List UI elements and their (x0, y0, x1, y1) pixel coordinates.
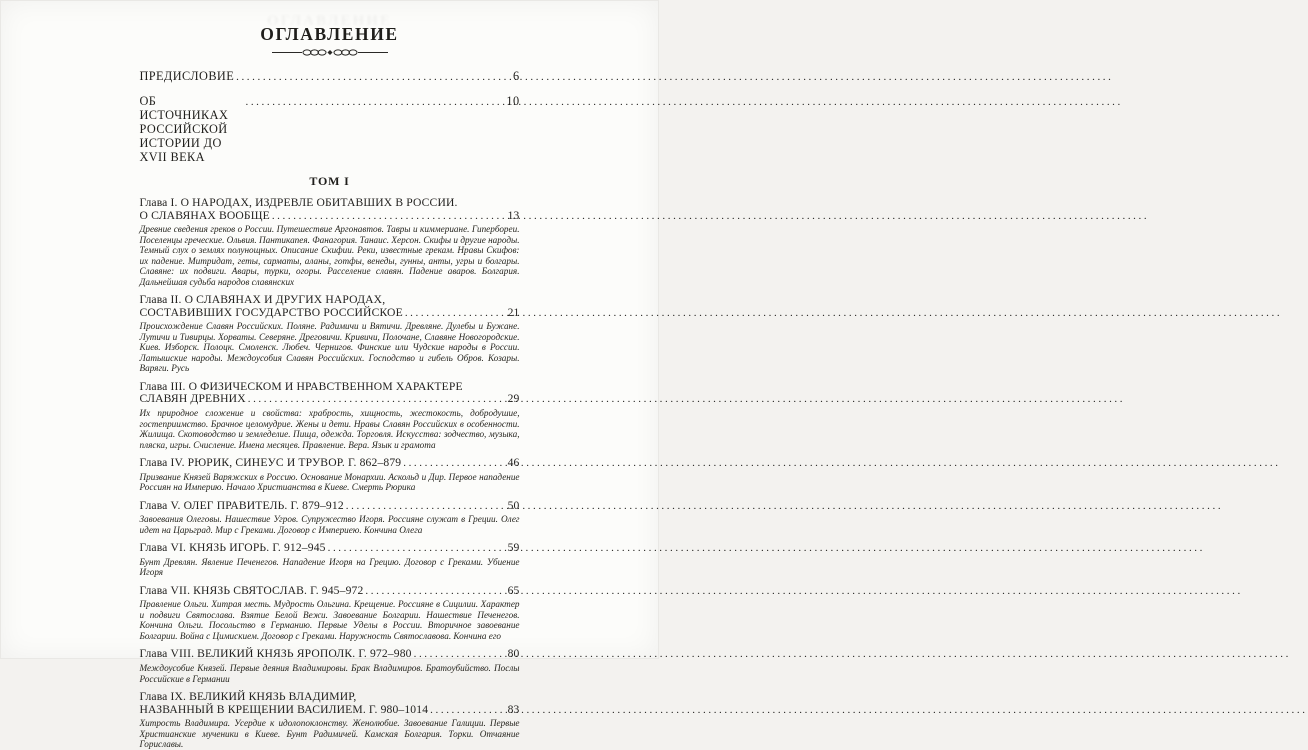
chapter-heading-line (140, 704, 520, 717)
page-number: 21 (507, 305, 520, 319)
chapter-entry (140, 542, 520, 578)
chapter-summary: Призвание Князей Варяжских в Россию. Основание Монархии. Аскольд и Дир. Первое нападение Россиян на Империю. Начало Христианства в Киеве. Смерть Рюрика (139, 471, 520, 493)
chapter-title: НАЗВАННЫЙ В КРЕЩЕНИИ ВАСИЛИЕМ. Г. 980–1014 (139, 702, 429, 716)
page-number: 83 (507, 702, 520, 716)
chapter-label: Глава VII. (139, 583, 191, 597)
chapter-summary: Междоусобие Князей. Первые деяния Владимировы. Брак Владимиров. Братоубийство. Послы Российские в Германии (139, 663, 520, 684)
chapter-summary: Их природное сложение и свойства: храбрость, хищность, жестокость, добродушие, гостеприимство. Брачное целомудрие. Жены и дети. Нравы Славян Российских в особенности. Жилища. Скотоводство и земледелие. Пища, одежда. Торговля. Искусства: зодчество, музыка, пляска, игры. Счисление. Имена месяцев. Правление. Вера. Язык и грамота (139, 408, 520, 450)
page-number: 6 (512, 69, 520, 83)
chapter-heading-line (140, 542, 520, 555)
chapter-entry (140, 585, 520, 642)
chapter-label: Глава III. (139, 379, 186, 393)
chapter-heading-line (140, 648, 520, 661)
chapter-entry (140, 381, 520, 450)
page-number: 59 (507, 541, 520, 555)
dot-leader (346, 500, 504, 513)
chapter-heading-line (140, 210, 520, 223)
chapter-label: Глава IV. (139, 456, 185, 470)
dot-leader (236, 69, 509, 84)
chapter-label: Глава VI. (139, 541, 187, 555)
dot-leader (403, 457, 503, 470)
dot-leader (248, 393, 504, 406)
chapter-heading-line (140, 393, 520, 406)
page-number: 29 (507, 392, 520, 406)
chapter-summary: Правление Ольги. Хитрая месть. Мудрость Ольгина. Крещение. Россияне в Сицилии. Характер и подвиги Святослава. Взятие Белой Вежи. Завоевание Болгарии. Нашествие Печенегов. Кончина Ольги. Посольство в Германию. Первые Уделы в России. Вторичное завоевание Болгарии. Война с Цимискием. Договор с Греками. Наружность Святославова. Кончина его (139, 599, 520, 641)
chapter-title: ВЕЛИКИЙ КНЯЗЬ ВЛАДИМИР, (189, 690, 357, 704)
front-matter (140, 69, 520, 164)
chapter-heading-line (140, 307, 520, 320)
chapter-entry (140, 294, 520, 374)
volume-heading: ТОМ I (309, 174, 350, 188)
front-matter-entry (140, 69, 520, 84)
chapter-label: Глава I. (139, 196, 178, 209)
chapter-title: КНЯЗЬ СВЯТОСЛАВ. Г. 945–972 (193, 583, 364, 597)
chapter-entry (140, 457, 520, 493)
chapter-summary: Древние сведения греков о России. Путешествие Аргонавтов. Тавры и киммериане. Гипербореи. Поселенцы греческие. Ольвия. Пантикапея. Фанагория. Танаис. Херсон. Скифы и другие народы. Темный слух о землях полунощных. Описание Скифии. Реки, известные грекам. Нравы Скифов: их падение. Митридат, геты, сарматы, аланы, готфы, венеды, гунны, анты, угры и болгары. Славяне: их подвиги. Авары, турки, огоры. Расселение славян. Падение аваров. Болгария. Дальнейшая судьба народов славянских (139, 224, 520, 287)
chapter-title: РЮРИК, СИНЕУС И ТРУВОР. Г. 862–879 (187, 456, 402, 470)
page-number: 13 (507, 208, 520, 222)
chapter-title: КНЯЗЬ ИГОРЬ. Г. 912–945 (189, 541, 326, 555)
chapter-summary: Завоевания Олеговы. Нашествие Угров. Супружество Игоря. Россияне служат в Греции. Олег идет на Царьград. Мир с Греками. Договор с Империею. Кончина Олега (139, 514, 520, 535)
chapter-heading-line (140, 691, 520, 704)
dot-leader (328, 542, 504, 555)
chapter-heading-line (140, 500, 520, 513)
chapter-entry (140, 648, 520, 684)
front-entry-label: ОБ ИСТОЧНИКАХ РОССИЙСКОЙ ИСТОРИИ ДО XVII ВЕКА (139, 94, 229, 164)
chapter-title: О СЛАВЯНАХ ВООБЩЕ (139, 208, 270, 222)
chapter-title: СЛАВЯН ДРЕВНИХ (139, 392, 246, 406)
ornament-divider (140, 47, 520, 59)
chapter-heading-line (140, 197, 520, 210)
chapter-heading-line (140, 585, 520, 598)
chapter-title: О СЛАВЯНАХ И ДРУГИХ НАРОДАХ, (184, 293, 386, 307)
chapter-title: СОСТАВИВШИХ ГОСУДАРСТВО РОССИЙСКОЕ (139, 305, 403, 319)
chapter-label: Глава II. (139, 293, 182, 307)
chapter-summary: Хитрость Владимира. Усердие к идолопоклонству. Женолюбие. Завоевание Галиции. Первые Христианские мученики в Киеве. Бунт Радимичей. Камская Болгария. Торки. Отчаяние Гориславы. (139, 718, 520, 750)
chapter-title: О НАРОДАХ, ИЗДРЕВЛЕ ОБИТАВШИХ В РОССИИ. (180, 196, 458, 209)
chapter-entry (140, 500, 520, 536)
chapter-title: О ФИЗИЧЕСКОМ И НРАВСТВЕННОМ ХАРАКТЕРЕ (188, 379, 463, 393)
page-title: ОГЛАВЛЕНИЕ (260, 24, 399, 44)
chapter-summary: Происхождение Славян Российских. Поляне. Радимичи и Вятичи. Древляне. Дулебы и Бужане. Лутичи и Тивирцы. Хорваты. Северяне. Дреговичи. Кривичи, Полочане, Славяне Новогородские. Киев. Изборск. Полоцк. Смоленск. Любеч. Чернигов. Финские или Чудские народы в России. Латышские народы. Междоусобия Славян Российских. Господство и гибель Обров. Козары. Варяги. Русь (139, 321, 520, 374)
front-entry-label: ПРЕДИСЛОВИЕ (139, 69, 235, 83)
chapter-label: Глава V. (139, 498, 181, 512)
page-number: 10 (506, 94, 520, 108)
toc-content (140, 0, 520, 750)
chapter-label: Глава IX. (139, 690, 187, 704)
page-number: 80 (507, 647, 520, 661)
chapter-title: ОЛЕГ ПРАВИТЕЛЬ. Г. 879–912 (183, 498, 344, 512)
chapter-summary: Бунт Древлян. Явление Печенегов. Нападение Игоря на Грецию. Договор с Греками. Убиение Игоря (139, 556, 520, 578)
chapter-heading-line (140, 457, 520, 470)
chapter-title: ВЕЛИКИЙ КНЯЗЬ ЯРОПОЛК. Г. 972–980 (197, 647, 412, 661)
chapter-entry (140, 197, 520, 287)
page-number: 50 (507, 498, 520, 512)
dot-leader (365, 585, 503, 598)
dot-leader (414, 648, 504, 661)
dot-leader (272, 210, 504, 223)
page-number: 65 (507, 583, 520, 597)
page-number: 46 (507, 456, 520, 470)
front-matter-entry (140, 94, 520, 164)
chapter-heading-line (140, 294, 520, 307)
ornament-divider-icon (270, 47, 390, 58)
chapter-entry (140, 691, 520, 750)
dot-leader (405, 307, 504, 320)
chapter-label: Глава VIII. (139, 647, 195, 661)
dot-leader (430, 704, 503, 717)
dot-leader (245, 94, 502, 109)
